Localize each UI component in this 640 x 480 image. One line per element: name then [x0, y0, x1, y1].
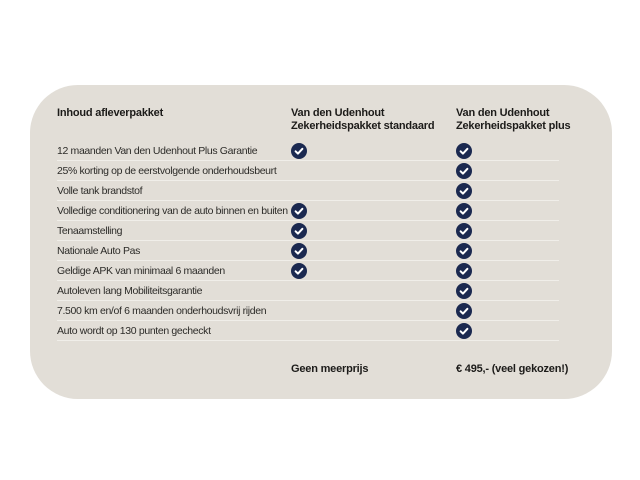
check-icon: [456, 163, 472, 179]
feature-label: Nationale Auto Pas: [57, 244, 141, 257]
column-header-line: Van den Udenhout: [456, 107, 550, 119]
package-comparison-card: [30, 85, 612, 399]
check-icon: [456, 183, 472, 199]
column-header-standaard: [291, 107, 456, 133]
cell-plus: [456, 223, 559, 239]
table-row: [57, 321, 559, 341]
check-icon: [456, 263, 472, 279]
table-row: [57, 221, 559, 241]
check-icon: [456, 203, 472, 219]
feature-label: 25% korting op de eerstvolgende onderhoudsbeurt: [57, 164, 277, 177]
column-header-line: Zekerheidspakket plus: [456, 120, 571, 132]
price-plus: € 495,- (veel gekozen!): [456, 363, 569, 375]
check-icon: [456, 283, 472, 299]
cell-standaard: [291, 143, 456, 159]
feature-label: Geldige APK van minimaal 6 maanden: [57, 264, 225, 277]
table-row: [57, 201, 559, 221]
cell-standaard: [291, 203, 456, 219]
feature-label: Volle tank brandstof: [57, 184, 143, 197]
table-row: [57, 141, 559, 161]
table-row: [57, 301, 559, 321]
cell-plus: [456, 303, 559, 319]
cell-plus: [456, 183, 559, 199]
column-header-line: Van den Udenhout: [291, 107, 385, 119]
table-row: [57, 261, 559, 281]
table-row: [57, 161, 559, 181]
table-footer-row: [57, 363, 569, 375]
cell-plus: [456, 263, 559, 279]
table-row: [57, 281, 559, 301]
check-icon: [291, 143, 307, 159]
feature-label: 7.500 km en/of 6 maanden onderhoudsvrij rijden: [57, 304, 267, 317]
package-comparison-table: [57, 107, 571, 375]
check-icon: [456, 223, 472, 239]
cell-plus: [456, 243, 559, 259]
cell-plus: [456, 203, 559, 219]
check-icon: [291, 203, 307, 219]
table-row: [57, 241, 559, 261]
check-icon: [456, 243, 472, 259]
feature-column-header: Inhoud afleverpakket: [57, 107, 164, 119]
table-header-row: [57, 107, 571, 141]
cell-plus: [456, 283, 559, 299]
check-icon: [291, 223, 307, 239]
check-icon: [291, 263, 307, 279]
check-icon: [291, 243, 307, 259]
check-icon: [456, 143, 472, 159]
price-standaard: Geen meerprijs: [291, 363, 369, 375]
table-row: [57, 181, 559, 201]
check-icon: [456, 303, 472, 319]
feature-label: Volledige conditionering van de auto binnen en buiten: [57, 204, 288, 217]
check-icon: [456, 323, 472, 339]
cell-plus: [456, 143, 559, 159]
cell-plus: [456, 163, 559, 179]
feature-label: Autoleven lang Mobiliteitsgarantie: [57, 284, 203, 297]
feature-label: Auto wordt op 130 punten gecheckt: [57, 324, 211, 337]
column-header-plus: [456, 107, 571, 133]
column-header-line: Zekerheidspakket standaard: [291, 120, 435, 132]
table-body: [57, 141, 559, 341]
cell-plus: [456, 323, 559, 339]
feature-label: Tenaamstelling: [57, 224, 123, 237]
cell-standaard: [291, 263, 456, 279]
feature-label: 12 maanden Van den Udenhout Plus Garantie: [57, 144, 258, 157]
cell-standaard: [291, 243, 456, 259]
cell-standaard: [291, 223, 456, 239]
